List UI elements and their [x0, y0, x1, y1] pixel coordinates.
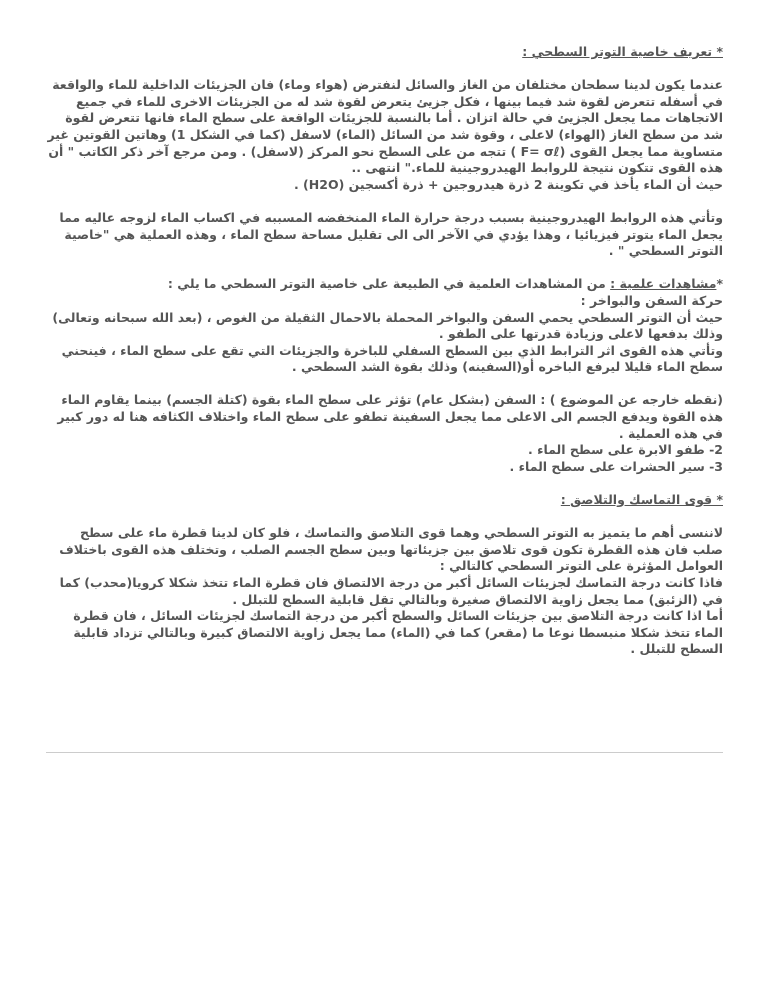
spacer — [46, 193, 723, 210]
side-note-paragraph: (نقطه خارجه عن الموضوع ) : السفن (بشكل عام) تؤثر على سطح الماء بقوة (كتلة الجسم) بينما يقاوم الماء هذه القوة ويدفع الجسم الى الاعلى مما يجعل السفينة تطفو على سطح الماء واختلاف الكثافه هنا له دور كبير في هذه العملية . — [57, 392, 723, 441]
section-heading-scientific-observations — [46, 276, 723, 293]
ships-paragraph-1: حيث أن التوتر السطحي يحمي السفن والبواخر المحملة بالاحمال الثقيلة من الغوص ، (بعد الله سبحانه وتعالى) وذلك بدفعها لاعلى وزيادة قدرتها على الطفو . — [52, 309, 723, 342]
spacer — [46, 61, 723, 78]
cohesion-paragraph-1: لاننسى أهم ما يتميز به التوتر السطحي وهما قوى التلاصق والتماسك ، فلو كان لدينا قطرة ماء على سطح صلب فان هذه القطرة تكون قوى تلاصق بين جزيئاتها وبين سطح الجسم الصلب ، وتختلف هذه القوى باختلاف العوامل المؤثرة على التوتر السطحي كالتالي : — [59, 525, 723, 574]
heading-underlined-part: مشاهدات علمية : — [610, 276, 717, 292]
cohesion-paragraph-3: أما اذا كانت درجة التلاصق بين جزيئات السائل والسطح أكبر من درجة التماسك لجزيئات السائل ، فان قطرة الماء تتخذ شكلا منبسطا نوعا ما (مقعر) كما في (الماء) مما يجعل زاوية الالتصاق كبيرة وبالتالي تزداد قابلية السطح للتبلل . — [73, 608, 723, 657]
heading-rest: من المشاهدات العلمية في الطبيعة على خاصية التوتر السطحي ما يلي : — [167, 276, 611, 292]
section-heading-surface-tension-definition: * تعريف خاصية التوتر السطحي : — [522, 44, 723, 59]
hydrogen-bonds-paragraph: وتأتي هذه الروابط الهيدروجينية بسبب درجة حرارة الماء المنخفضه المسببه في اكساب الماء لزوجه عاليه مما يجعل الماء يتوتر فيزيائيا ، وهذا يؤدي في الآخر الى الى تقليل مساحة سطح الماء ، وهذه العملية هي "خاصية التوتر السطحي " . — [59, 209, 723, 259]
water-composition-line: حيث أن الماء يأخذ في تكوينة 2 ذرة هيدروجين + ذرة أكسجين (H2O) . — [293, 176, 723, 192]
ships-paragraph-2: وتأتي هذه القوى اثر الترابط الذي بين السطح السفلي للباخرة والجزيئات التي تقع على سطح الماء ، فينحني سطح الماء قليلا ليرفع الباخره أو(السفينه) وذلك بقوة الشد السطحي . — [61, 342, 723, 375]
list-item-title-ships: حركة السفن والبواخر : — [580, 292, 723, 308]
cohesion-paragraph-2: فاذا كانت درجة التماسك لجزيئات السائل أكبر من درجة الالتصاق فان قطرة الماء تتخذ شكلا كرويا(محدب) كما في (الزئبق) مما يجعل زاوية الالتصاق صغيرة وبالتالي تقل قابلية السطح للتبلل . — [59, 575, 723, 607]
section-heading-cohesion-adhesion: * قوى التماسك والتلاصق : — [560, 492, 723, 508]
spacer — [46, 376, 723, 393]
list-item-insects: 3- سير الحشرات على سطح الماء . — [509, 458, 723, 474]
spacer — [46, 260, 723, 277]
spacer — [46, 509, 723, 526]
definition-paragraph: عندما يكون لدينا سطحان مختلفان من الغاز والسائل لنفترض (هواء وماء) فان الجزيئات الداخلية للماء والواقعة في أسفله تتعرض لقوة شد فيما بينها ، فكل جزيئ يتعرض لقوة شد له من الجزيئات الاخرى للماء في جميع الاتجاهات مما يجعل الجزيئ في حالة اتزان . أما بالنسبة للجزيئات الواقعة على سطح الماء فانها تتعرض لقوة شد من سطح الغاز (الهواء) لاعلى ، وقوة شد من السائل (الماء) لاسفل (كما في الشكل 1) وهاتين القوتين غير متساوية مما يجعل القوى (F= σℓ ) تتجه من على السطح نحو المركز (لاسفل) . ومن مرجع آخر ذكر الكاتب " أن هذه القوى تتكون نتيجة للروابط الهيدروجينية للماء." انتهى .. — [47, 77, 723, 176]
spacer — [46, 475, 723, 492]
heading-prefix: * — [716, 276, 723, 292]
document-body — [46, 44, 723, 658]
horizontal-divider — [46, 752, 723, 753]
list-item-needle: 2- طفو الابرة على سطح الماء . — [527, 442, 723, 458]
